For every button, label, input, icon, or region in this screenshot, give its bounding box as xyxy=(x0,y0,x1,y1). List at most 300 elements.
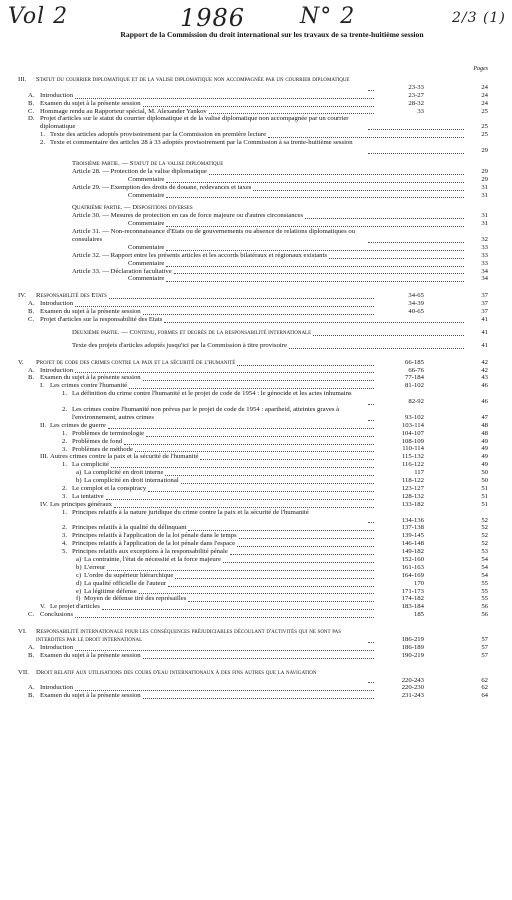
toc-entry-page: 24 xyxy=(481,91,488,99)
toc-entry-number: A. xyxy=(28,300,35,308)
toc-entry-title: Deuxième partie. — Contenu, formes et degrés de la responsabilité internationale xyxy=(72,328,312,336)
handwritten-corner-mark: 2/3 (1) xyxy=(452,10,506,26)
toc-entry-number: 2. xyxy=(40,139,46,147)
toc-entry-number: e) xyxy=(76,587,82,595)
toc-entry-paragraphs: 149-182 xyxy=(401,548,424,556)
toc-entry-number: IV. xyxy=(18,292,26,300)
toc-entry-page: 49 xyxy=(481,445,488,453)
toc-spacer xyxy=(18,283,494,292)
dotted-leader xyxy=(368,682,374,683)
toc-entry-page: 37 xyxy=(481,292,488,300)
toc-entry-paragraphs: 23-33 xyxy=(408,83,424,91)
toc-entry-page: 49 xyxy=(481,461,488,469)
toc-entry xyxy=(18,461,494,469)
toc-entry-page: 50 xyxy=(481,469,488,477)
dotted-leader xyxy=(135,451,374,452)
toc-entry-paragraphs: 146-148 xyxy=(401,540,424,548)
toc-entry xyxy=(18,292,494,300)
toc-entry-paragraphs: 117 xyxy=(414,469,424,477)
toc-entry-number: 3. xyxy=(62,492,68,500)
toc-entry-page: 33 xyxy=(481,259,488,267)
toc-entry xyxy=(18,308,494,316)
toc-entry-number: VI. xyxy=(18,628,27,636)
toc-entry-title: Les principes généraux xyxy=(50,500,113,508)
dotted-leader xyxy=(106,499,374,500)
toc-entry-paragraphs: 137-138 xyxy=(401,524,424,532)
toc-entry-title: Le projet d'articles xyxy=(50,603,100,611)
toc-entry-title: Introduction xyxy=(40,300,74,308)
toc-entry-title: Les crimes de guerre xyxy=(50,421,106,429)
toc-entry-title: Responsabilité internationale pour les conséquences préjudiciables découlant d'activités qui ne sont pas interdites par le droit international xyxy=(36,628,341,644)
toc-entry-page: 42 xyxy=(481,366,488,374)
dotted-leader xyxy=(289,348,464,349)
toc-entry-page: 56 xyxy=(481,611,488,619)
toc-entry-number: 1. xyxy=(62,461,68,469)
dotted-leader xyxy=(209,174,464,175)
toc-entry-page: 29 xyxy=(481,167,488,175)
toc-entry-number: II. xyxy=(40,421,47,429)
toc-entry-page: 34 xyxy=(481,267,488,275)
toc-entry-page: 52 xyxy=(481,540,488,548)
toc-entry-number: C. xyxy=(28,611,35,619)
toc-entry-number: III. xyxy=(40,453,49,461)
dotted-leader xyxy=(168,586,374,587)
toc-entry-paragraphs: 34-39 xyxy=(408,300,424,308)
toc-entry xyxy=(18,453,494,461)
toc-entry-page: 42 xyxy=(481,358,488,366)
dotted-leader xyxy=(166,281,464,282)
handwritten-number: N° 2 xyxy=(300,4,356,29)
toc-entry-title: Projet d'articles sur le statut du courrier diplomatique et de la valise diplomatique non accompagnée par un courrier diplomatique xyxy=(40,115,349,131)
dotted-leader xyxy=(368,404,374,405)
toc-entry xyxy=(18,684,494,692)
toc-entry xyxy=(18,603,494,611)
dotted-leader xyxy=(368,642,374,643)
dotted-leader xyxy=(166,182,464,183)
toc-entry-page: 55 xyxy=(481,595,488,603)
toc-entry-number: B. xyxy=(28,308,35,316)
toc-entry-title: Autres crimes contre la paix et la sécurité de l'humanité xyxy=(50,453,199,461)
toc-entry-paragraphs: 104-107 xyxy=(401,429,424,437)
toc-entry-page: 54 xyxy=(481,571,488,579)
dotted-leader xyxy=(329,258,464,259)
dotted-leader xyxy=(143,698,374,699)
toc-entry-number: 3. xyxy=(62,532,68,540)
toc-entry-title: La contrainte, l'état de nécessité et la force majeure xyxy=(84,555,221,563)
toc-entry-number: B. xyxy=(28,99,35,107)
toc-entry-number: A. xyxy=(28,91,35,99)
toc-entry-title: La complicité xyxy=(72,461,109,469)
toc-entry-title: La complicité en droit international xyxy=(84,477,179,485)
toc-entry-title: Commentaire xyxy=(128,259,165,267)
dotted-leader xyxy=(165,475,374,476)
toc-entry-paragraphs: 40-65 xyxy=(408,308,424,316)
toc-entry xyxy=(18,275,494,283)
toc-entry-page: 31 xyxy=(481,183,488,191)
toc-entry-page: 33 xyxy=(481,243,488,251)
toc-entry-title: Principes relatifs à l'application de la loi pénale dans le temps xyxy=(72,532,237,540)
toc-entry-page: 53 xyxy=(481,548,488,556)
dotted-leader xyxy=(164,322,464,323)
toc-entry xyxy=(18,540,494,548)
dotted-leader xyxy=(129,388,374,389)
toc-entry-title: Commentaire xyxy=(128,275,165,283)
toc-entry-paragraphs: 116-122 xyxy=(401,461,424,469)
toc-entry-title: Principes relatifs à l'application de la loi pénale dans l'espace xyxy=(72,540,236,548)
toc-entry-paragraphs: 118-122 xyxy=(401,477,424,485)
toc-entry-page: 54 xyxy=(481,555,488,563)
toc-entry xyxy=(18,628,494,644)
toc-entry-number: A. xyxy=(28,684,35,692)
toc-entry-number: A. xyxy=(28,643,35,651)
toc-entry xyxy=(18,556,494,564)
toc-entry-paragraphs: 82-92 xyxy=(408,398,424,406)
toc-entry-page: 52 xyxy=(481,532,488,540)
toc-entry-page: 51 xyxy=(481,484,488,492)
dotted-leader xyxy=(313,335,464,336)
toc-entry-number: C. xyxy=(28,107,35,115)
toc-entry-page: 57 xyxy=(481,643,488,651)
toc-entry xyxy=(18,184,494,192)
toc-entry-paragraphs: 123-127 xyxy=(401,484,424,492)
toc-entry-page: 25 xyxy=(481,123,488,131)
toc-entry-title: La légitime défense xyxy=(84,587,137,595)
dotted-leader xyxy=(107,570,374,571)
toc-entry-number: 1. xyxy=(40,131,46,139)
toc-entry xyxy=(18,329,494,337)
toc-entry xyxy=(18,139,494,155)
toc-entry xyxy=(18,588,494,596)
toc-entry-paragraphs: 108-109 xyxy=(401,437,424,445)
dotted-leader xyxy=(166,266,464,267)
toc-entry-title: Le complot et la conspiracy xyxy=(72,484,147,492)
toc-entry-title: Droit relatif aux utilisations des cours d'eau internationaux à des fins autres que la navigation xyxy=(36,668,317,676)
dotted-leader xyxy=(166,250,464,251)
toc-entry-number: 1. xyxy=(62,508,68,516)
dotted-leader xyxy=(200,459,374,460)
toc-entry-number: B. xyxy=(28,651,35,659)
toc-entry-number: III. xyxy=(18,76,27,83)
toc-entry-title: Examen du sujet à la présente session xyxy=(40,374,141,382)
toc-entry-title: Statut du courrier diplomatique et de la valise diplomatique non accompagnée par un courrier diplomatique xyxy=(36,76,350,83)
toc-entry-page: 34 xyxy=(481,275,488,283)
toc-entry-paragraphs: 66-76 xyxy=(408,366,424,374)
toc-entry-page: 62 xyxy=(481,684,488,692)
toc-entry-page: 31 xyxy=(481,212,488,220)
toc-entry xyxy=(18,168,494,176)
toc-entry xyxy=(18,316,494,324)
toc-entry-number: A. xyxy=(28,366,35,374)
toc-entry xyxy=(18,115,494,131)
toc-entry-number: 2. xyxy=(62,406,68,414)
toc-entry xyxy=(18,374,494,382)
toc-entry-page: 37 xyxy=(481,300,488,308)
toc-entry-page: 25 xyxy=(481,107,488,115)
toc-entry xyxy=(18,692,494,700)
dotted-leader xyxy=(305,218,464,219)
dotted-leader xyxy=(143,106,374,107)
toc-entry-title: Conclusions xyxy=(40,611,74,619)
toc-entry-title: Principes relatifs à la nature juridique du crime contre la paix et la sécurité de l'humanité xyxy=(72,508,309,516)
toc-entry-title: Les crimes contre l'humanité non prévus par le projet de code de 1954 : apartheid, atteintes graves à l'environnement, autres crimes xyxy=(72,406,340,421)
toc-entry xyxy=(18,260,494,268)
toc-entry-paragraphs: 133-182 xyxy=(401,500,424,508)
toc-entry-title: Responsabilité des Etats xyxy=(36,292,107,300)
dotted-leader xyxy=(143,314,374,315)
dotted-leader xyxy=(368,129,464,130)
toc-entry xyxy=(18,367,494,375)
toc-entry-title: Les crimes contre l'humanité xyxy=(50,382,128,390)
toc-entry-title: Principes relatifs aux exceptions à la responsabilité pénale xyxy=(72,548,228,556)
toc-entry xyxy=(18,572,494,580)
toc-entry xyxy=(18,342,494,350)
dotted-leader xyxy=(268,137,464,138)
toc-entry-number: V. xyxy=(40,603,46,611)
handwritten-year: 1986 xyxy=(180,4,246,32)
toc-entry-number: B. xyxy=(28,692,35,700)
toc-entry-page: 48 xyxy=(481,421,488,429)
toc-entry xyxy=(18,580,494,588)
toc-entry-paragraphs: 115-132 xyxy=(401,453,424,461)
toc-entry-page: 52 xyxy=(481,516,488,524)
toc-entry xyxy=(18,501,494,509)
toc-entry-paragraphs: 185 xyxy=(413,611,424,619)
toc-entry xyxy=(18,212,494,220)
toc-entry-page: 31 xyxy=(481,191,488,199)
toc-entry-page: 57 xyxy=(481,636,488,643)
toc-entry-number: 3. xyxy=(62,445,68,453)
toc-entry xyxy=(18,485,494,493)
toc-entry-paragraphs: 66-185 xyxy=(405,358,424,366)
toc-entry-title: Article 31. — Non-reconnaissance d'Etats ou de gouvernements ou absence de relations diplomatiques ou consulaires xyxy=(72,228,356,243)
toc-entry-title: Examen du sujet à la présente session xyxy=(40,692,141,700)
toc-entry-page: 48 xyxy=(481,429,488,437)
handwritten-volume: Vol 2 xyxy=(8,4,69,29)
toc-entry-paragraphs: 161-163 xyxy=(401,563,424,571)
toc-entry-page: 46 xyxy=(481,382,488,390)
toc-entry-number: I. xyxy=(40,382,44,390)
toc-entry xyxy=(18,268,494,276)
toc-entry-number: d) xyxy=(76,579,82,587)
toc-entry-title: Projet de code des crimes contre la paix et la sécurité de l'humanité xyxy=(36,358,236,366)
toc-entry-page: 50 xyxy=(481,477,488,485)
toc-entry xyxy=(18,644,494,652)
toc-entry xyxy=(18,252,494,260)
toc-entry-page: 57 xyxy=(481,651,488,659)
toc-entry xyxy=(18,176,494,184)
table-of-contents xyxy=(18,76,494,700)
dotted-leader xyxy=(108,428,374,429)
toc-entry-page: 62 xyxy=(481,676,488,684)
toc-entry xyxy=(18,532,494,540)
toc-spacer xyxy=(18,350,494,359)
dotted-leader xyxy=(75,690,374,691)
dotted-leader xyxy=(143,658,374,659)
toc-entry-number: b) xyxy=(76,477,82,485)
toc-entry-page: 54 xyxy=(481,563,488,571)
dotted-leader xyxy=(253,190,464,191)
dotted-leader xyxy=(146,436,374,437)
toc-entry-title: La tentative xyxy=(72,492,104,500)
toc-entry xyxy=(18,160,494,168)
toc-entry-title: Problèmes de méthode xyxy=(72,445,133,453)
toc-entry-title: Introduction xyxy=(40,91,74,99)
toc-entry-page: 25 xyxy=(481,131,488,139)
toc-entry-number: 1. xyxy=(62,390,68,398)
toc-entry-paragraphs: 220-230 xyxy=(401,684,424,692)
toc-entry xyxy=(18,406,494,422)
toc-entry-title: L'ordre du supérieur hiérarchique xyxy=(84,571,174,579)
toc-entry-paragraphs: 23-27 xyxy=(408,91,424,99)
toc-entry-title: L'erreur xyxy=(84,563,106,571)
toc-entry xyxy=(18,493,494,501)
toc-entry xyxy=(18,524,494,532)
dotted-leader xyxy=(209,113,374,114)
dotted-leader xyxy=(143,380,374,381)
toc-entry xyxy=(18,430,494,438)
toc-entry-number: b) xyxy=(76,563,82,571)
toc-entry xyxy=(18,477,494,485)
toc-entry-page: 24 xyxy=(481,83,488,91)
toc-entry-title: Texte des articles adoptés provisoirement par la Commission en première lecture xyxy=(50,131,267,139)
toc-entry xyxy=(18,669,494,685)
toc-entry-page: 56 xyxy=(481,603,488,611)
toc-entry xyxy=(18,204,494,212)
toc-entry xyxy=(18,611,494,619)
toc-entry-title: Quatrième partie. — Dispositions diverses xyxy=(72,204,193,212)
toc-entry-paragraphs: 128-132 xyxy=(401,492,424,500)
toc-entry-page: 32 xyxy=(481,235,488,243)
toc-entry-title: Problèmes de fond xyxy=(72,437,123,445)
toc-entry xyxy=(18,422,494,430)
toc-entry-number: 4. xyxy=(62,540,68,548)
toc-entry-paragraphs: 34-65 xyxy=(408,292,424,300)
dotted-leader xyxy=(148,491,374,492)
toc-entry-page: 43 xyxy=(481,374,488,382)
toc-entry xyxy=(18,220,494,228)
toc-entry-page: 41 xyxy=(481,315,488,323)
toc-entry-paragraphs: 110-114 xyxy=(402,445,424,453)
toc-entry-number: 2. xyxy=(62,524,68,532)
toc-entry-paragraphs: 152-160 xyxy=(401,555,424,563)
dotted-leader xyxy=(109,298,374,299)
toc-entry-page: 31 xyxy=(481,220,488,228)
dotted-leader xyxy=(223,562,374,563)
toc-entry-paragraphs: 93-102 xyxy=(405,413,424,421)
toc-entry-title: Examen du sujet à la présente session xyxy=(40,308,141,316)
running-head: Rapport de la Commission du droit international sur les travaux de sa trente-huitième session xyxy=(120,30,424,39)
toc-entry-paragraphs: 186-189 xyxy=(401,643,424,651)
toc-entry-page: 49 xyxy=(481,453,488,461)
toc-entry xyxy=(18,108,494,116)
toc-entry-page: 41 xyxy=(481,341,488,349)
toc-entry-number: c) xyxy=(76,571,82,579)
toc-entry-title: Troisième partie. — Statut de la valise diplomatique xyxy=(72,159,224,167)
toc-entry-paragraphs: 164-169 xyxy=(401,571,424,579)
dotted-leader xyxy=(368,90,374,91)
toc-entry-page: 51 xyxy=(481,492,488,500)
toc-entry-page: 49 xyxy=(481,437,488,445)
toc-entry-page: 52 xyxy=(481,524,488,532)
toc-entry-page: 46 xyxy=(481,398,488,406)
toc-entry-number: D. xyxy=(28,115,35,123)
toc-entry-paragraphs: 81-102 xyxy=(405,382,424,390)
dotted-leader xyxy=(368,153,464,154)
toc-entry-title: Examen du sujet à la présente session xyxy=(40,99,141,107)
toc-entry-paragraphs: 33 xyxy=(417,107,424,115)
toc-entry-page: 55 xyxy=(481,579,488,587)
dotted-leader xyxy=(166,226,464,227)
toc-entry-paragraphs: 174-182 xyxy=(401,595,424,603)
dotted-leader xyxy=(139,593,374,594)
toc-entry-page: 51 xyxy=(481,500,488,508)
toc-entry xyxy=(18,595,494,603)
dotted-leader xyxy=(75,650,374,651)
toc-entry xyxy=(18,390,494,406)
toc-entry xyxy=(18,92,494,100)
toc-entry-title: Principes relatifs à la qualité du délinquant xyxy=(72,524,187,532)
toc-entry-title: Commentaire xyxy=(128,191,165,199)
toc-entry xyxy=(18,244,494,252)
toc-entry xyxy=(18,192,494,200)
toc-entry-title: Hommage rendu au Rapporteur spécial, M. Alexander Yankov xyxy=(40,107,207,115)
toc-entry-page: 64 xyxy=(481,692,488,700)
toc-entry-title: La définition du crime contre l'humanité et le projet de code de 1954 : le génocide et les actes inhumains xyxy=(72,390,352,398)
toc-entry-paragraphs: 186-219 xyxy=(401,636,424,643)
toc-entry xyxy=(18,359,494,367)
pages-column-header: Pages xyxy=(473,66,488,72)
dotted-leader xyxy=(75,98,374,99)
toc-entry-title: Commentaire xyxy=(128,220,165,228)
toc-entry-paragraphs: 170 xyxy=(413,579,424,587)
dotted-leader xyxy=(75,617,374,618)
toc-entry xyxy=(18,652,494,660)
toc-entry-number: 2. xyxy=(62,484,68,492)
toc-entry-number: 1. xyxy=(62,429,68,437)
dotted-leader xyxy=(75,372,374,373)
dotted-leader xyxy=(237,546,374,547)
dotted-leader xyxy=(368,522,374,523)
toc-entry-title: Examen du sujet à la présente session xyxy=(40,651,141,659)
toc-entry-title: Texte des projets d'articles adoptés jusqu'ici par la Commission à titre provisoire xyxy=(72,341,287,349)
toc-entry-title: Introduction xyxy=(40,643,74,651)
dotted-leader xyxy=(114,507,374,508)
toc-entry-paragraphs: 183-184 xyxy=(401,603,424,611)
dotted-leader xyxy=(75,306,374,307)
toc-entry-title: Commentaire xyxy=(128,243,165,251)
toc-entry xyxy=(18,100,494,108)
toc-entry-page: 29 xyxy=(481,147,488,155)
toc-entry-number: a) xyxy=(76,555,82,563)
toc-entry xyxy=(18,438,494,446)
toc-entry-number: 2. xyxy=(62,437,68,445)
toc-entry-title: Projet d'articles sur la responsabilité des Etats xyxy=(40,316,163,323)
toc-entry-page: 47 xyxy=(481,413,488,421)
toc-entry-title: La complicité en droit interne xyxy=(84,469,164,477)
toc-entry xyxy=(18,564,494,572)
toc-entry-page: 29 xyxy=(481,175,488,183)
toc-entry-title: Article 29. — Exemption des droits de douane, redevances et taxes xyxy=(72,183,252,191)
toc-entry-number: C. xyxy=(28,316,35,323)
dotted-leader xyxy=(124,444,374,445)
dotted-leader xyxy=(166,197,464,198)
toc-entry xyxy=(18,548,494,556)
toc-entry xyxy=(18,228,494,244)
toc-entry-paragraphs: 77-184 xyxy=(405,374,424,382)
toc-entry-paragraphs: 190-219 xyxy=(401,651,424,659)
toc-entry-title: Article 33. — Déclaration facultative xyxy=(72,267,172,275)
toc-entry-title: Article 28. — Protection de la valise diplomatique xyxy=(72,167,207,175)
